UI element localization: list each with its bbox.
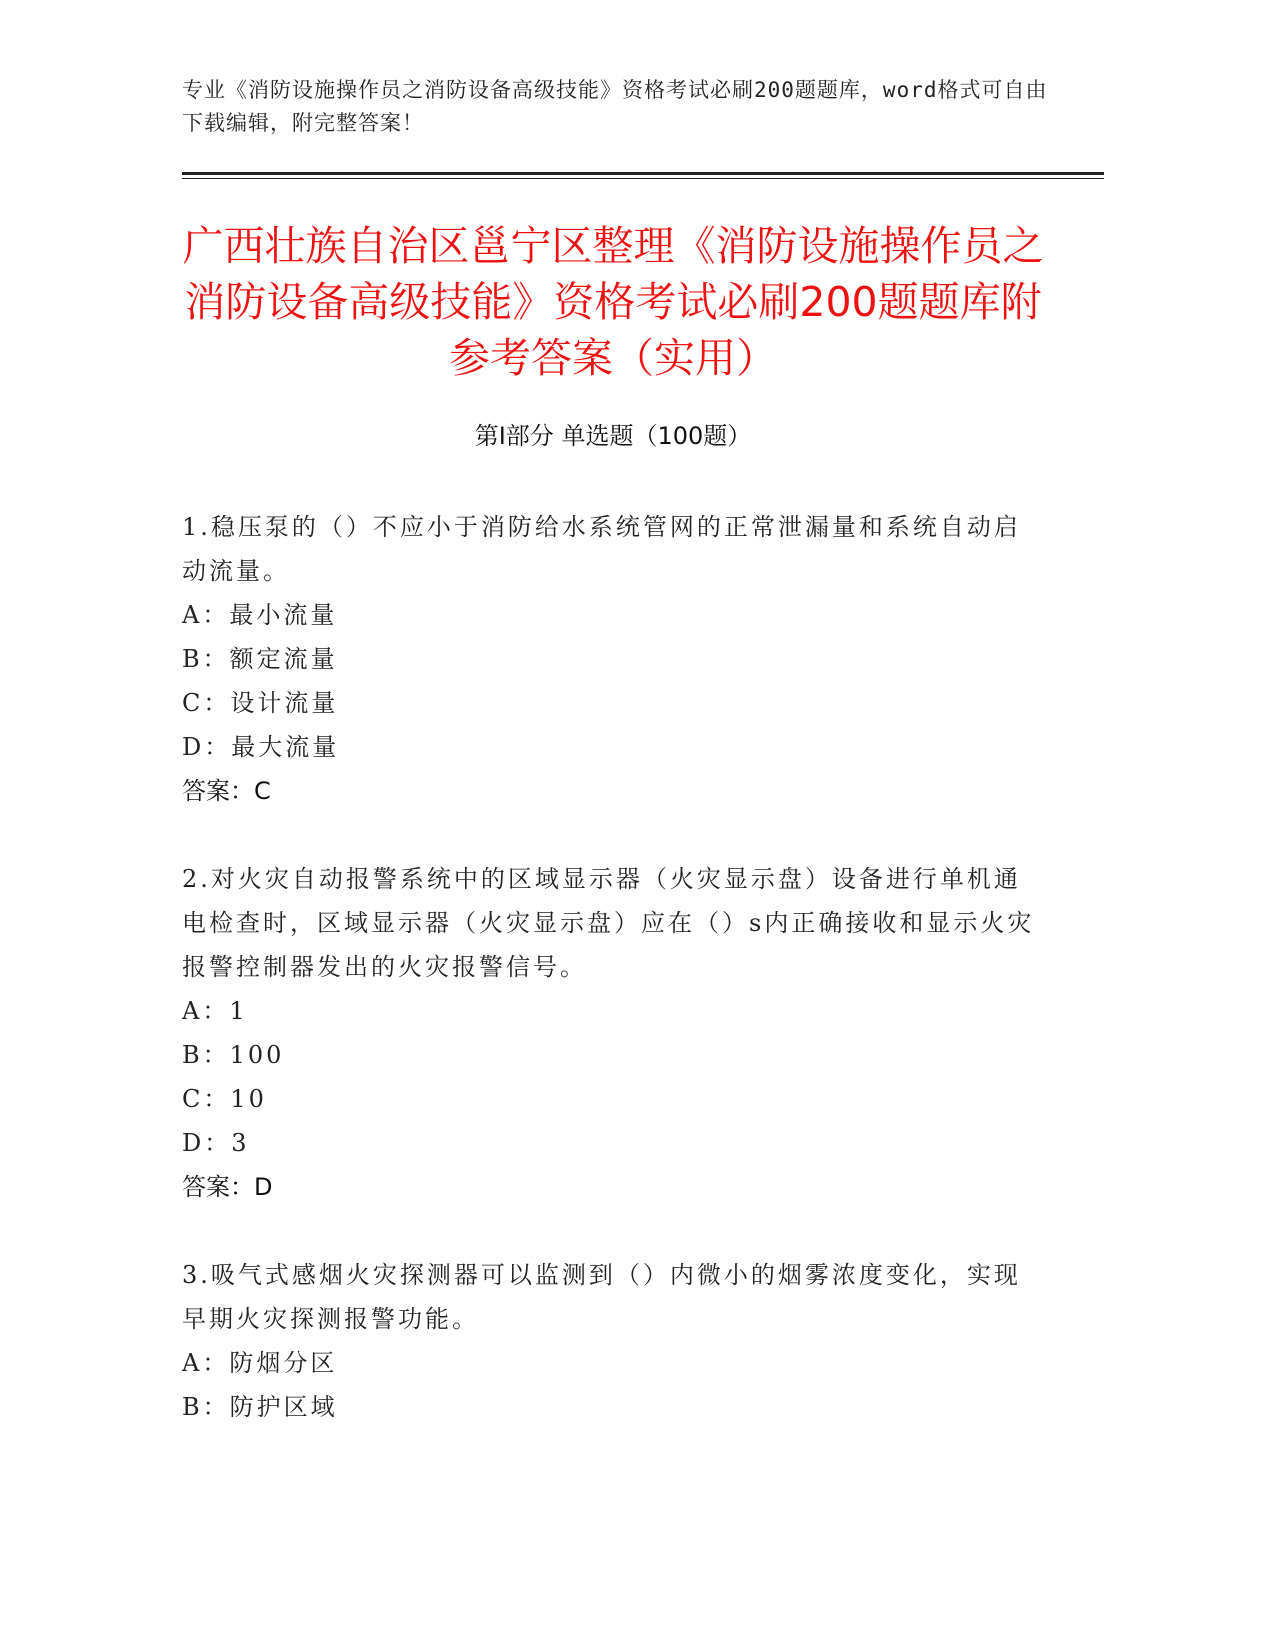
option-a: A：最小流量: [182, 601, 338, 629]
header-note: 专业《消防设施操作员之消防设备高级技能》资格考试必刷200题题库，word格式可自由下载编辑，附完整答案！: [182, 78, 1048, 135]
option-d: D：最大流量: [182, 733, 340, 761]
answer: 答案：C: [182, 777, 271, 805]
option-d: D：3: [182, 1129, 250, 1157]
header-divider-thin: [182, 178, 1104, 179]
question-stem: 1.稳压泵的（）不应小于消防给水系统管网的正常泄漏量和系统自动启动流量。: [182, 513, 1021, 585]
question-1: [182, 505, 1042, 813]
question-3: [182, 1253, 1042, 1429]
header-divider-thick: [182, 172, 1104, 175]
question-stem: 3.吸气式感烟火灾探测器可以监测到（）内微小的烟雾浓度变化，实现早期火灾探测报警功能。: [182, 1261, 1021, 1333]
answer: 答案：D: [182, 1173, 273, 1201]
question-stem: 2.对火灾自动报警系统中的区域显示器（火灾显示盘）设备进行单机通电检查时，区域显示器（火灾显示盘）应在（）s内正确接收和显示火灾报警控制器发出的火灾报警信号。: [182, 865, 1035, 981]
option-b: B：100: [182, 1041, 285, 1069]
question-list: [182, 505, 1042, 1473]
option-a: A：1: [182, 997, 248, 1025]
option-c: C：10: [182, 1085, 267, 1113]
option-b: B：防护区域: [182, 1393, 338, 1421]
option-a: A：防烟分区: [182, 1349, 338, 1377]
question-2: [182, 857, 1042, 1209]
document-title: 广西壮族自治区邕宁区整理《消防设施操作员之消防设备高级技能》资格考试必刷200题题库附参考答案（实用）: [182, 222, 1044, 382]
option-b: B：额定流量: [182, 645, 338, 673]
option-c: C：设计流量: [182, 689, 339, 717]
section-title: 第Ⅰ部分 单选题（100题）: [474, 422, 752, 450]
